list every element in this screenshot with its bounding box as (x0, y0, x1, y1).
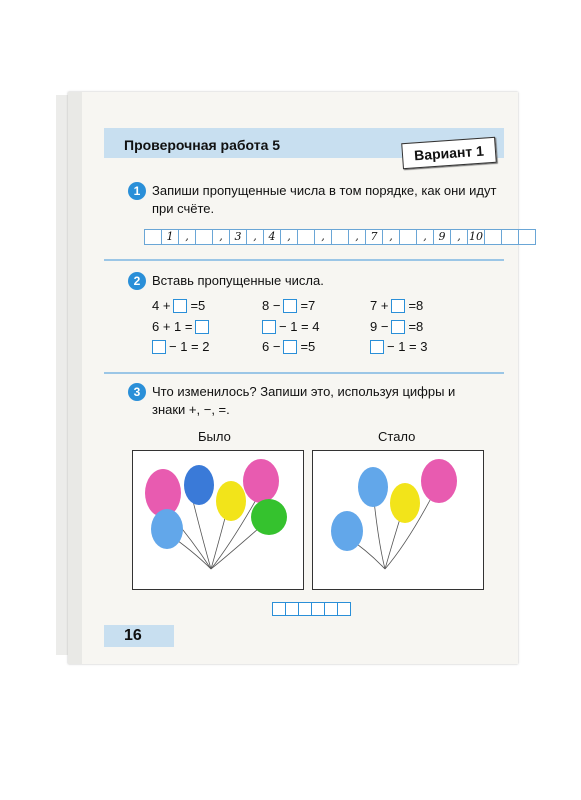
before-label: Было (198, 429, 231, 444)
equation (370, 339, 427, 354)
separator (104, 372, 504, 374)
answer-cell[interactable]: 3 (229, 229, 247, 245)
answer-cell[interactable] (518, 229, 536, 245)
answer-cell[interactable]: , (450, 229, 468, 245)
page-number: 16 (104, 625, 174, 647)
before-balloons-picture (132, 450, 304, 590)
answer-cell[interactable]: 9 (433, 229, 451, 245)
equation-left: 6 − (262, 339, 281, 354)
separator (104, 259, 504, 261)
after-label: Стало (378, 429, 416, 444)
variant-label: Вариант 1 (401, 137, 497, 169)
answer-cell[interactable] (298, 602, 312, 616)
answer-cell[interactable]: , (416, 229, 434, 245)
answer-box[interactable] (391, 320, 405, 334)
equation (152, 298, 205, 313)
page-title: Проверочная работа 5 (124, 137, 281, 153)
task-3-number: 3 (128, 383, 146, 401)
answer-cell[interactable] (337, 602, 351, 616)
answer-box[interactable] (173, 299, 187, 313)
answer-cell[interactable] (399, 229, 417, 245)
task-1-number: 1 (128, 182, 146, 200)
answer-cell[interactable]: , (314, 229, 332, 245)
task-3-text: Что изменилось? Запиши это, используя цифры и знаки +, −, =. (152, 384, 456, 417)
equation-right: − 1 = 2 (169, 339, 210, 354)
answer-cell[interactable]: , (212, 229, 230, 245)
equation-right: =8 (408, 298, 424, 313)
equation (262, 339, 315, 354)
answer-cell[interactable] (484, 229, 502, 245)
equation (152, 319, 209, 334)
answer-box[interactable] (152, 340, 166, 354)
equation-left: 6 + 1 = (152, 319, 193, 334)
answer-cell[interactable]: 7 (365, 229, 383, 245)
answer-box[interactable] (262, 320, 276, 334)
equation-left: 4 + (152, 298, 171, 313)
answer-box[interactable] (283, 299, 297, 313)
balloons-image (133, 451, 303, 589)
after-balloons-picture (312, 450, 484, 590)
task-2-number: 2 (128, 272, 146, 290)
equation-left: 7 + (370, 298, 389, 313)
answer-box[interactable] (195, 320, 209, 334)
equation-right: =5 (300, 339, 316, 354)
balloons-image (313, 451, 483, 589)
equation-left: 9 − (370, 319, 389, 334)
equation (370, 298, 423, 313)
answer-box[interactable] (370, 340, 384, 354)
answer-cell[interactable] (272, 602, 286, 616)
answer-cell[interactable] (324, 602, 338, 616)
equation-right: − 1 = 3 (387, 339, 428, 354)
equation (262, 298, 315, 313)
task-3-answer-grid (272, 602, 350, 616)
answer-cell[interactable]: , (382, 229, 400, 245)
equation (370, 319, 423, 334)
answer-box[interactable] (391, 299, 405, 313)
answer-cell[interactable] (144, 229, 162, 245)
answer-box[interactable] (283, 340, 297, 354)
answer-cell[interactable]: , (348, 229, 366, 245)
equation (152, 339, 209, 354)
answer-cell[interactable] (311, 602, 325, 616)
equation (262, 319, 319, 334)
answer-cell[interactable] (285, 602, 299, 616)
equation-right: − 1 = 4 (279, 319, 320, 334)
equation-left: 8 − (262, 298, 281, 313)
equation-right: =5 (190, 298, 206, 313)
answer-cell[interactable] (501, 229, 519, 245)
equation-right: =8 (408, 319, 424, 334)
answer-cell[interactable] (331, 229, 349, 245)
answer-cell[interactable]: , (178, 229, 196, 245)
answer-cell[interactable]: 1 (161, 229, 179, 245)
answer-cell[interactable]: 10 (469, 230, 483, 243)
answer-cell[interactable]: , (246, 229, 264, 245)
task-2-text: Вставь пропущенные числа. (152, 273, 324, 288)
task-1-answer-grid (144, 229, 535, 245)
answer-cell[interactable] (195, 229, 213, 245)
answer-cell[interactable] (297, 229, 315, 245)
task-1-text: Запиши пропущенные числа в том порядке, как они идут при счёте. (152, 183, 497, 216)
answer-cell[interactable]: , (280, 229, 298, 245)
equation-right: =7 (300, 298, 316, 313)
answer-cell[interactable]: 4 (263, 229, 281, 245)
